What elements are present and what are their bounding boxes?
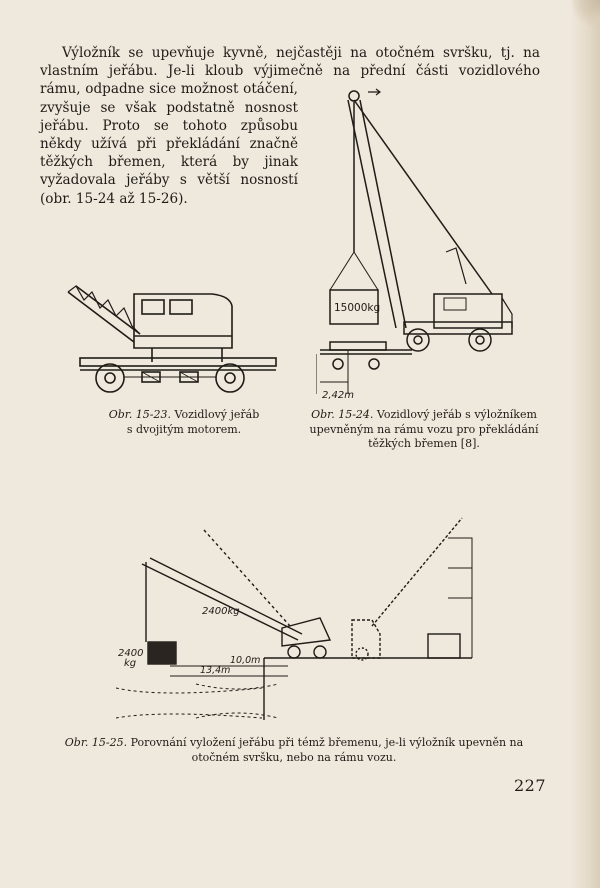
caption-text: Vozidlový jeřáb s výložníkem: [376, 408, 537, 421]
load-label: kg: [124, 658, 137, 669]
caption-text: upevněným na rámu vozu pro překládání: [309, 422, 539, 436]
load-label: 2400kg: [202, 606, 240, 617]
figure-number: Obr. 15-24.: [311, 408, 374, 421]
page-corner-shadow: [572, 0, 600, 28]
figure-15-23-truck-crane-drawing: [62, 278, 290, 406]
figure-number: Obr. 15-25.: [64, 736, 128, 749]
load-label: 2400: [118, 648, 144, 659]
text-line: vyžadovala jeřáby s větší nosností: [40, 172, 298, 189]
caption-text: Vozidlový jeřáb: [174, 408, 260, 421]
text-line: vlastním jeřábu. Je-li kloub výjimečně na přední části vozidlového: [40, 63, 540, 80]
text-line: (obr. 15-24 až 15-26).: [40, 190, 188, 207]
text-line: někdy užívá při překládání značně: [40, 136, 298, 153]
text-line: zvyšuje se však podstatně nosnost: [40, 99, 298, 116]
caption-text: těžkých břemen [8].: [368, 437, 480, 450]
text-line: Výložník se upevňuje kyvně, nejčastěji na otočném svršku, tj. na: [62, 45, 540, 61]
figure-number: Obr. 15-23.: [108, 408, 172, 421]
figure-15-25-reach-comparison-drawing: [112, 508, 484, 724]
reach-label: 13,4m: [200, 665, 231, 676]
reach-label: 10,0m: [230, 655, 261, 666]
caption-text: Porovnání vyložení jeřábu při témž břemenu, je-li výložník upevněn na: [130, 736, 524, 749]
figure-15-25-caption: [40, 736, 548, 765]
figure-15-23-caption: [84, 408, 284, 437]
page-edge-shadow: [570, 0, 600, 888]
load-label: 15000kg: [334, 302, 381, 314]
caption-text: s dvojitým motorem.: [126, 422, 242, 436]
dimension-label: 2,42m: [322, 390, 355, 400]
caption-text: otočném svršku, nebo na rámu vozu.: [191, 750, 397, 764]
text-line: těžkých břemen, která by jinak: [40, 154, 298, 171]
figure-15-24-crane-frame-boom-drawing: [316, 84, 520, 400]
figure-15-24-caption: [296, 408, 552, 452]
text-line: rámu, odpadne sice možnost otáčení,: [40, 81, 298, 98]
text-line: jeřábu. Proto se tohoto způsobu: [40, 117, 298, 134]
page-number: 227: [514, 776, 547, 795]
